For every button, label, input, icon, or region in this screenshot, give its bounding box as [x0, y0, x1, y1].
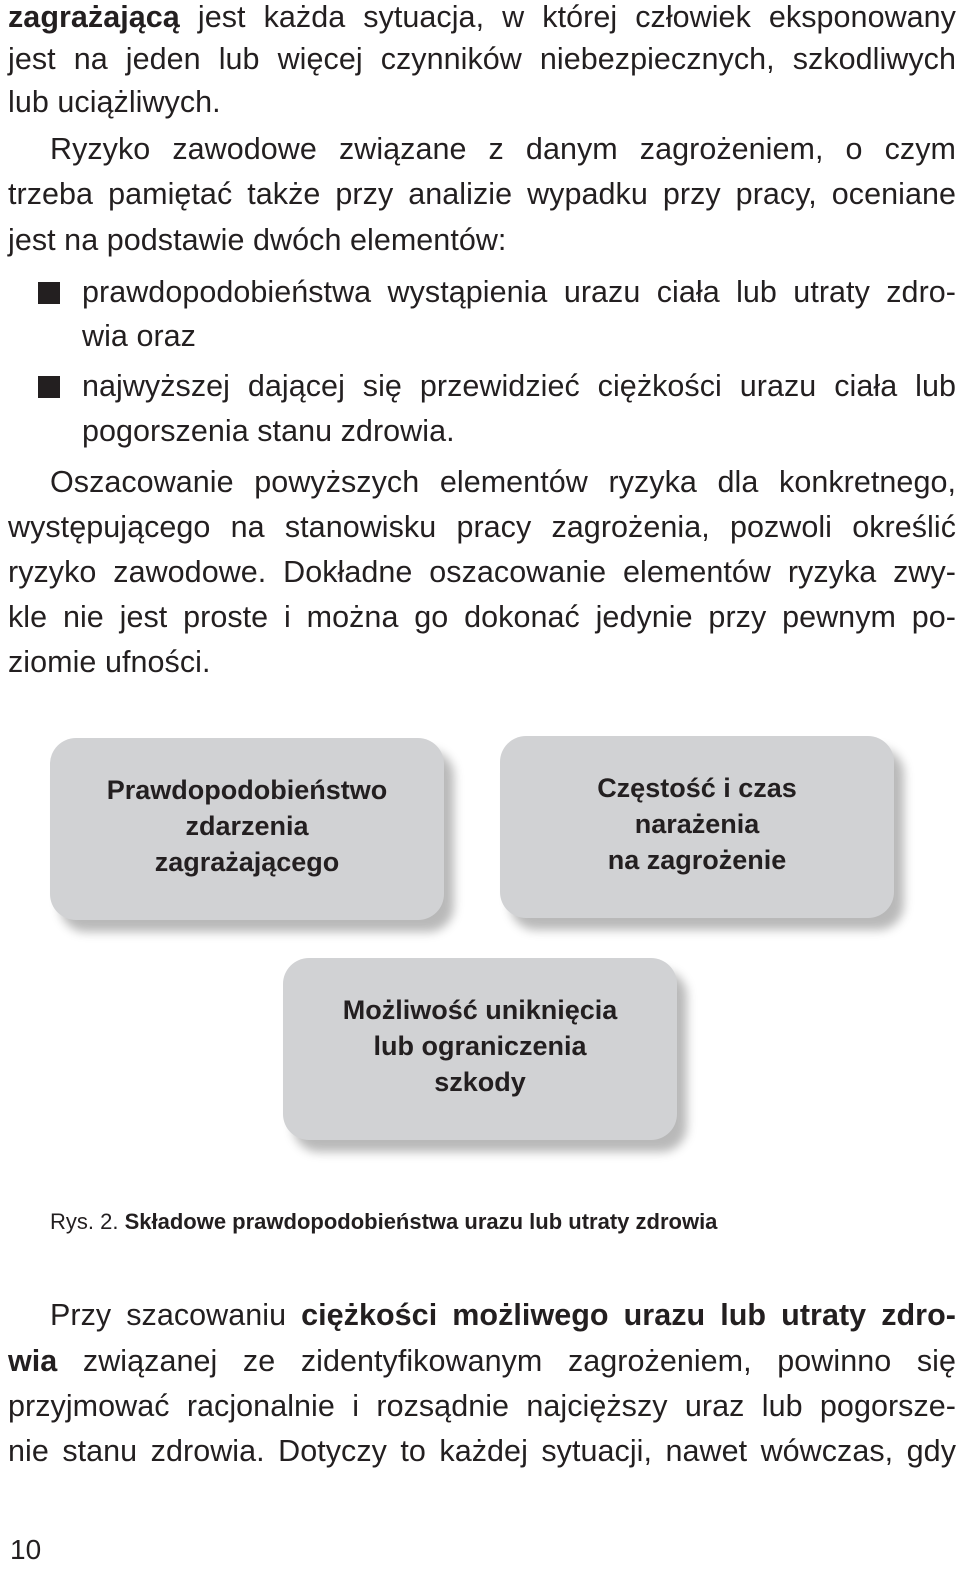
text-span: jest każda sytuacja, w której człowiek eksponowany	[179, 0, 956, 34]
paragraph-line	[8, 1339, 956, 1383]
paragraph-line: przyjmować racjonalnie i rozsądnie najcięższy uraz lub pogorsze-	[8, 1389, 956, 1423]
bullet-square-icon	[38, 376, 60, 398]
bullet-square-icon	[38, 282, 60, 304]
paragraph-line: jest na jeden lub więcej czynników niebezpiecznych, szkodliwych	[8, 42, 956, 76]
diagram-box-avoidance: Możliwość uniknięcia lub ograniczenia szkody	[283, 958, 677, 1140]
paragraph-line: trzeba pamiętać także przy analizie wypadku przy pracy, oceniane	[8, 177, 956, 211]
page-number: 10	[10, 1534, 42, 1565]
paragraph-line: kle nie jest proste i można go dokonać jedynie przy pewnym po-	[8, 600, 956, 634]
bold-term: ciężkości możliwego urazu lub utraty zdro-	[301, 1298, 956, 1332]
text-span: związanej ze zidentyfikowanym zagrożeniem, powinno się	[57, 1344, 956, 1378]
diagram-box-exposure: Częstość i czas narażenia na zagrożenie	[500, 736, 894, 918]
paragraph-line: Ryzyko zawodowe związane z danym zagrożeniem, o czym	[50, 132, 956, 166]
paragraph-line	[8, 0, 956, 39]
paragraph-line: ryzyko zawodowe. Dokładne oszacowanie elementów ryzyka zwy-	[8, 555, 956, 589]
paragraph-line: jest na podstawie dwóch elementów:	[8, 223, 507, 257]
bold-term: zagrażającą	[8, 0, 180, 34]
paragraph-line: występującego na stanowisku pracy zagrożenia, pozwoli określić	[8, 510, 956, 544]
paragraph-line: lub uciążliwych.	[8, 85, 221, 119]
text-span: Przy szacowaniu	[50, 1298, 302, 1332]
caption-prefix: Rys. 2.	[50, 1209, 125, 1234]
bullet-item-line: najwyższej dającej się przewidzieć ciężkości urazu ciała lub	[82, 369, 956, 403]
paragraph-line: Oszacowanie powyższych elementów ryzyka dla konkretnego,	[50, 465, 956, 499]
bullet-item-line: prawdopodobieństwa wystąpienia urazu ciała lub utraty zdro-	[82, 275, 956, 309]
paragraph-line	[50, 1293, 956, 1337]
diagram-box-probability: Prawdopodobieństwo zdarzenia zagrażającego	[50, 738, 444, 920]
paragraph-line: nie stanu zdrowia. Dotyczy to każdej sytuacji, nawet wówczas, gdy	[8, 1434, 956, 1468]
figure-caption	[50, 1204, 717, 1240]
paragraph-line: ziomie ufności.	[8, 645, 211, 679]
bullet-item-line: wia oraz	[82, 319, 196, 353]
caption-title: Składowe prawdopodobieństwa urazu lub utraty zdrowia	[124, 1209, 718, 1234]
bold-term: wia	[8, 1344, 58, 1378]
bullet-item-line: pogorszenia stanu zdrowia.	[82, 414, 455, 448]
